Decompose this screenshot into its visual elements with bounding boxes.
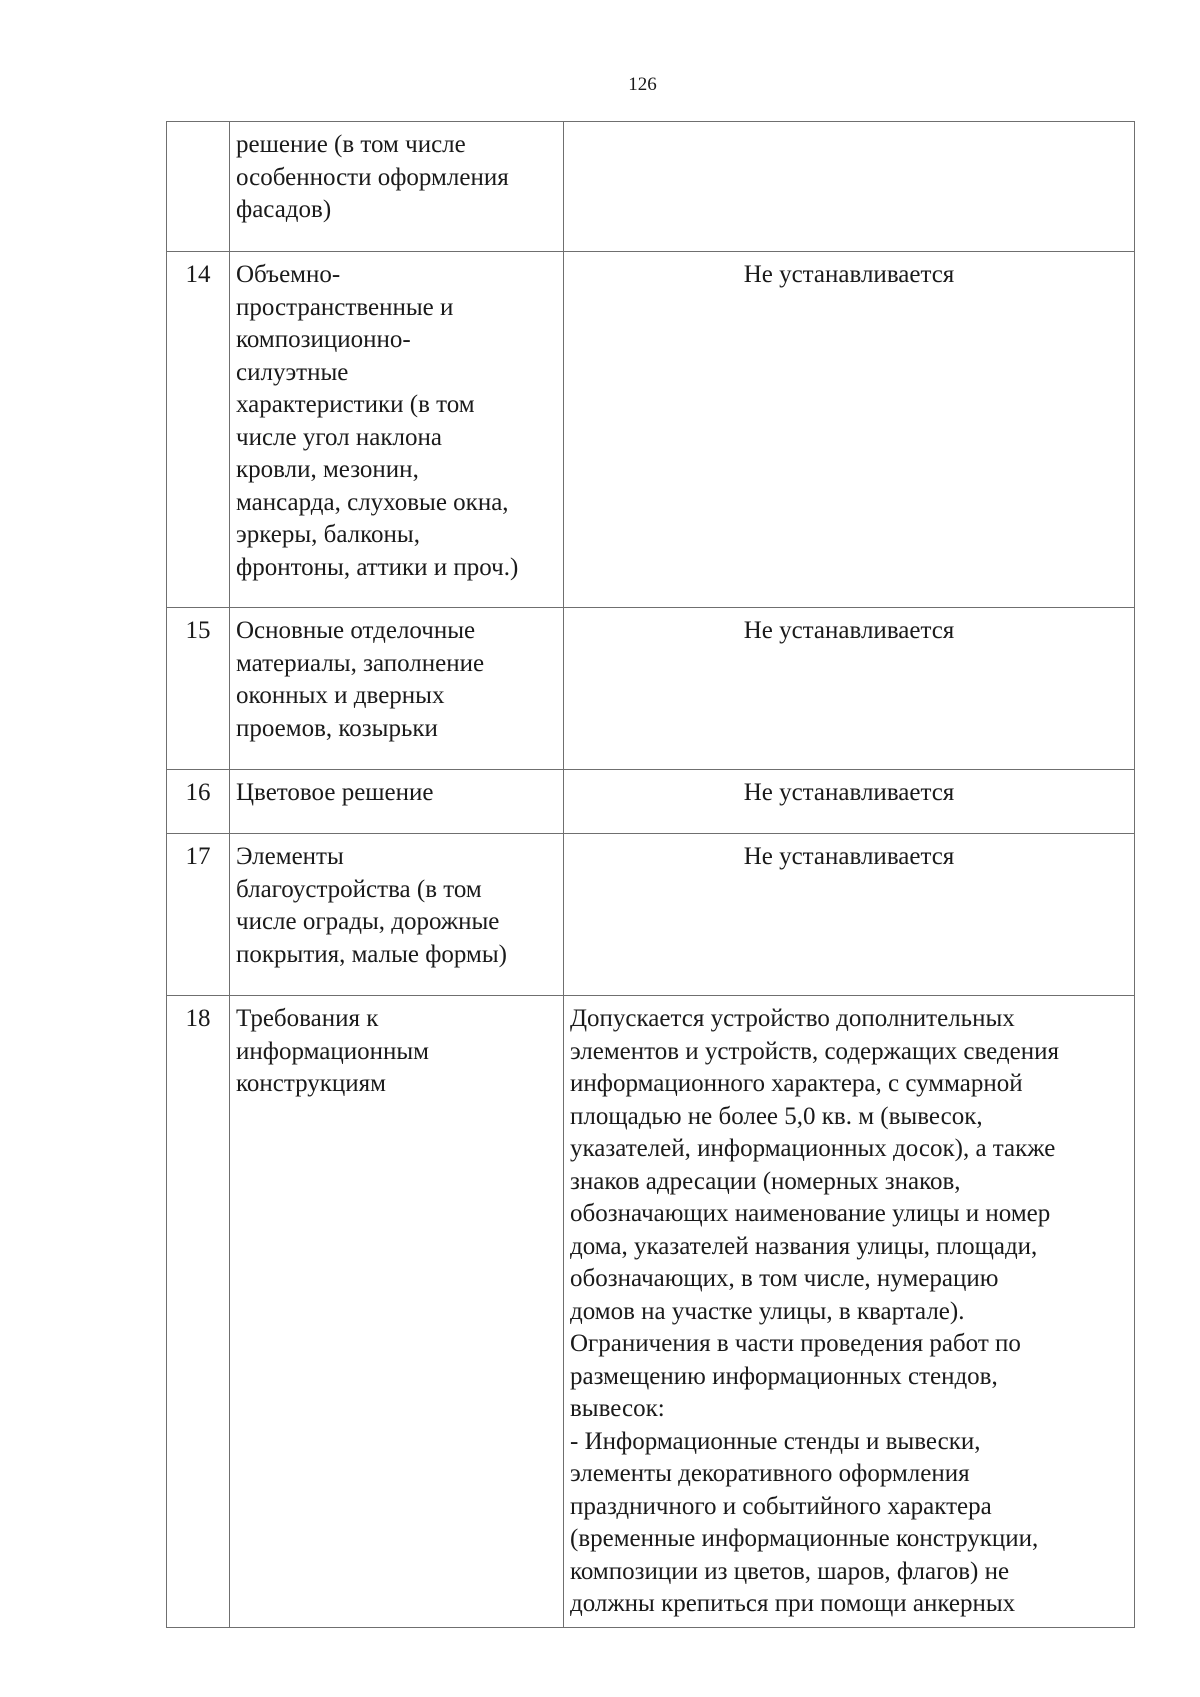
parameter-name-cell <box>230 122 564 252</box>
parameter-name-line: кровли, мезонин, <box>236 456 419 483</box>
parameter-name-line: проемов, козырьки <box>236 714 438 742</box>
parameter-name-line: числе угол наклона <box>236 423 442 451</box>
parameter-value-line: - Информационные стенды и вывески, <box>570 1427 981 1455</box>
parameter-value-line: Не устанавливается <box>743 261 955 288</box>
parameter-value-cell <box>564 252 1135 608</box>
parameter-value-line: указателей, информационных досок), а также <box>570 1135 1056 1162</box>
parameter-name-line: эркеры, балконы, <box>236 521 420 548</box>
table-row <box>167 608 1135 770</box>
parameter-name-line: решение (в том числе <box>236 131 466 158</box>
parameter-value-line: информационного характера, с суммарной <box>570 1070 1023 1097</box>
parameter-name-line: Цветовое решение <box>236 779 434 806</box>
parameter-value-cell <box>564 608 1135 770</box>
parameter-value-line: элементы декоративного оформления <box>570 1460 970 1487</box>
parameter-value-line: (временные информационные конструкции, <box>570 1525 1039 1552</box>
parameter-name-cell <box>230 996 564 1628</box>
row-number-cell <box>167 252 230 608</box>
parameter-name-cell <box>230 608 564 770</box>
parameter-name-line: особенности оформления <box>236 163 509 191</box>
table-row <box>167 996 1135 1628</box>
parameter-name-line: пространственные и <box>236 293 454 321</box>
parameter-value-line: Не устанавливается <box>743 843 955 870</box>
parameter-value-line: Допускается устройство дополнительных <box>570 1005 1015 1032</box>
parameter-name-line: характеристики (в том <box>236 391 475 418</box>
row-number-cell <box>167 996 230 1628</box>
parameter-value-line: праздничного и событийного характера <box>570 1492 992 1520</box>
parameter-name-line: информационным <box>236 1037 429 1065</box>
parameter-name-line: материалы, заполнение <box>236 649 485 677</box>
parameter-name-line: силуэтные <box>236 358 349 386</box>
parameter-value-cell <box>564 770 1135 834</box>
parameter-value-line: Не устанавливается <box>743 779 955 806</box>
row-number: 15 <box>185 617 211 644</box>
table-row <box>167 834 1135 996</box>
parameter-value-line: обозначающих наименование улицы и номер <box>570 1200 1051 1227</box>
parameter-name-cell <box>230 252 564 608</box>
row-number: 14 <box>185 261 211 288</box>
parameter-name-line: благоустройства (в том <box>236 875 482 903</box>
table-row <box>167 252 1135 608</box>
row-number-cell <box>167 122 230 252</box>
parameter-name-line: Основные отделочные <box>236 617 476 644</box>
parameter-value-cell <box>564 834 1135 996</box>
parameter-value-line: Не устанавливается <box>743 617 955 644</box>
parameter-value-line: должны крепиться при помощи анкерных <box>570 1590 1016 1617</box>
parameter-name-line: Объемно- <box>236 261 341 288</box>
parameter-name-line: фасадов) <box>236 196 332 223</box>
parameter-name-line: конструкциям <box>236 1070 386 1097</box>
row-number: 17 <box>185 843 211 870</box>
row-number-cell <box>167 834 230 996</box>
parameter-name-cell <box>230 770 564 834</box>
parameter-value-line: композиции из цветов, шаров, флагов) не <box>570 1557 1010 1585</box>
parameter-value-line: размещению информационных стендов, <box>570 1362 998 1390</box>
parameter-name-line: мансарда, слуховые окна, <box>236 488 509 516</box>
parameter-value-line: Ограничения в части проведения работ по <box>570 1330 1021 1357</box>
row-number-cell <box>167 770 230 834</box>
parameter-value-cell <box>564 122 1135 252</box>
row-number: 16 <box>185 779 211 806</box>
parameter-name-cell <box>230 834 564 996</box>
page-number: 126 <box>628 74 657 95</box>
parameter-name-line: фронтоны, аттики и проч.) <box>236 553 519 581</box>
requirements-table <box>166 121 1135 1628</box>
parameter-value-cell <box>564 996 1135 1628</box>
parameter-value-line: элементов и устройств, содержащих сведения <box>570 1037 1059 1065</box>
parameter-name-line: числе ограды, дорожные <box>236 908 500 935</box>
parameter-value-line: площадью не более 5,0 кв. м (вывесок, <box>570 1102 983 1130</box>
row-number-cell <box>167 608 230 770</box>
parameter-name-line: композиционно- <box>236 326 411 353</box>
parameter-name-line: оконных и дверных <box>236 682 445 709</box>
row-number: 18 <box>185 1005 211 1032</box>
parameter-name-line: Требования к <box>236 1005 379 1032</box>
table-row <box>167 770 1135 834</box>
parameter-value-line: вывесок: <box>570 1395 665 1422</box>
parameter-name-line: Элементы <box>236 843 344 870</box>
parameter-name-line: покрытия, малые формы) <box>236 940 507 968</box>
parameter-value-line: обозначающих, в том числе, нумерацию <box>570 1265 999 1292</box>
parameter-value-line: дома, указателей названия улицы, площади, <box>570 1232 1038 1260</box>
parameter-value-line: домов на участке улицы, в квартале). <box>570 1297 965 1325</box>
parameter-value-line: знаков адресации (номерных знаков, <box>570 1167 961 1195</box>
table-row <box>167 122 1135 252</box>
